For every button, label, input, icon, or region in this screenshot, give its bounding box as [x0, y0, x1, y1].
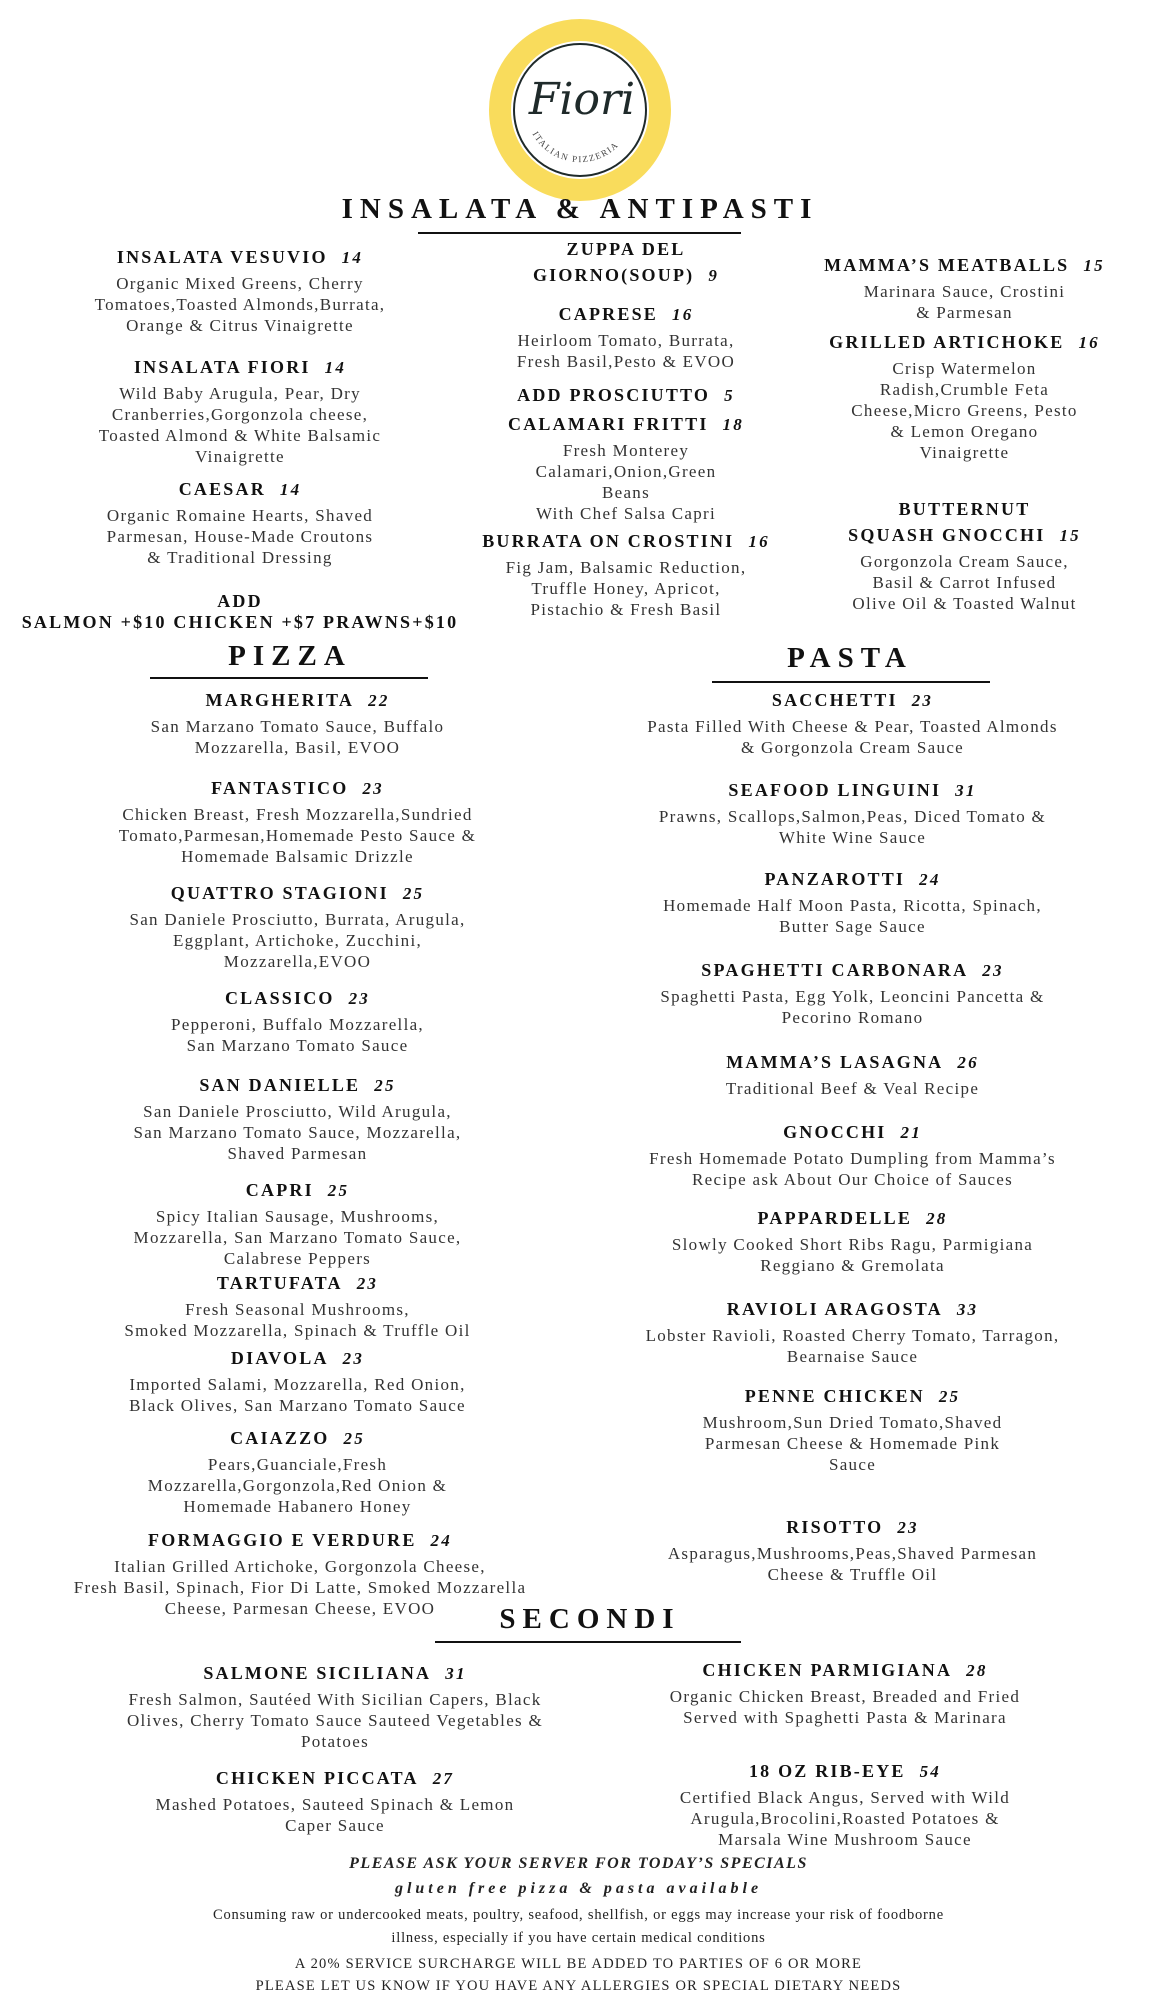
- item-price: 18: [722, 415, 744, 434]
- item-title: [0, 1527, 600, 1554]
- menu-item-seafood-linguini: [570, 777, 1135, 848]
- item-description: Wild Baby Arugula, Pear, Dry Cranberries,Gorgonzola cheese, Toasted Almond & White Balsamic Vinaigrette: [98, 384, 382, 466]
- menu-item-mamma-s-lasagna: [570, 1049, 1135, 1099]
- item-name: SPAGHETTI CARBONARA: [701, 960, 969, 980]
- pizza-divider: [150, 677, 428, 679]
- item-price: 23: [356, 1274, 379, 1293]
- specials-note: PLEASE ASK YOUR SERVER FOR TODAY’S SPECIALS: [349, 1855, 808, 1872]
- svg-text:ITALIAN PIZZERIA: ITALIAN PIZZERIA: [530, 129, 621, 165]
- item-description: Fresh Seasonal Mushrooms, Smoked Mozzarella, Spinach & Truffle Oil: [124, 1300, 471, 1340]
- item-title: [590, 1758, 1100, 1785]
- item-name: FORMAGGIO E VERDURE: [148, 1530, 417, 1550]
- menu-item-grilled-artichoke: [792, 329, 1137, 463]
- item-description: Lobster Ravioli, Roasted Cherry Tomato, Tarragon, Bearnaise Sauce: [645, 1326, 1060, 1366]
- item-title: [570, 1119, 1135, 1146]
- item-name: QUATTRO STAGIONI: [170, 883, 389, 903]
- item-description: Asparagus,Mushrooms,Peas,Shaved Parmesan Cheese & Truffle Oil: [667, 1544, 1038, 1584]
- item-description: San Marzano Tomato Sauce, Buffalo Mozzarella, Basil, EVOO: [150, 717, 445, 757]
- item-title: [590, 1657, 1100, 1684]
- item-price: 15: [1083, 256, 1105, 275]
- item-name: DIAVOLA: [230, 1348, 329, 1368]
- item-description: Spicy Italian Sausage, Mushrooms, Mozzarella, San Marzano Tomato Sauce, Calabrese Peppers: [133, 1207, 462, 1268]
- menu-item-capri: [20, 1177, 575, 1269]
- menu-item-panzarotti: [570, 866, 1135, 937]
- item-description: Certified Black Angus, Served with Wild Arugula,Brocolini,Roasted Potatoes & Marsala Wine Mushroom Sauce: [679, 1788, 1011, 1849]
- item-name: PAPPARDELLE: [757, 1208, 913, 1228]
- item-title: [20, 1270, 575, 1297]
- item-title: [10, 609, 470, 635]
- item-title: [466, 411, 786, 438]
- menu-item-diavola: [20, 1345, 575, 1416]
- item-price: 26: [957, 1053, 979, 1072]
- item-description: Fresh Homemade Potato Dumpling from Mamma’s Recipe ask About Our Choice of Sauces: [649, 1149, 1056, 1189]
- item-description: Heirloom Tomato, Burrata, Fresh Basil,Pesto & EVOO: [516, 331, 736, 371]
- item-price: 21: [900, 1123, 922, 1142]
- item-price: 16: [748, 532, 770, 551]
- item-price: 28: [926, 1209, 948, 1228]
- item-name: RISOTTO: [786, 1517, 884, 1537]
- item-price: 31: [445, 1664, 467, 1683]
- item-name: ADD: [217, 591, 263, 611]
- item-price: 31: [955, 781, 977, 800]
- item-title: [20, 1072, 575, 1099]
- menu-item-margherita: [20, 687, 575, 758]
- item-name: CHICKEN PARMIGIANA: [702, 1660, 953, 1680]
- item-title: [570, 687, 1135, 714]
- menu-item-spaghetti-carbonara: [570, 957, 1135, 1028]
- insalata-heading: INSALATA & ANTIPASTI: [341, 193, 819, 225]
- item-title: [20, 775, 575, 802]
- item-name: FANTASTICO: [211, 778, 349, 798]
- item-name: GNOCCHI: [783, 1122, 887, 1142]
- item-price: 23: [362, 779, 384, 798]
- item-title: [792, 329, 1137, 356]
- item-name: ZUPPA DEL GIORNO(SOUP): [532, 239, 695, 285]
- item-description: Slowly Cooked Short Ribs Ragu, Parmigiana Reggiano & Gremolata: [671, 1235, 1034, 1275]
- item-description: Pasta Filled With Cheese & Pear, Toasted Almonds & Gorgonzola Cream Sauce: [647, 717, 1058, 757]
- item-description: San Daniele Prosciutto, Wild Arugula, San Marzano Tomato Sauce, Mozzarella, Shaved Parmesan: [133, 1102, 462, 1163]
- menu-item-ravioli-aragosta: [570, 1296, 1135, 1367]
- secondi-heading: SECONDI: [499, 1603, 681, 1635]
- item-name: 18 OZ RIB-EYE: [748, 1761, 906, 1781]
- item-name: INSALATA VESUVIO: [116, 247, 328, 267]
- item-price: 25: [327, 1181, 350, 1200]
- item-name: INSALATA FIORI: [133, 357, 311, 377]
- item-title: [20, 244, 460, 271]
- menu-item-chicken-parmigiana: [590, 1657, 1100, 1728]
- item-description: Homemade Half Moon Pasta, Ricotta, Spinach, Butter Sage Sauce: [663, 896, 1042, 936]
- item-name: PENNE CHICKEN: [744, 1386, 925, 1406]
- item-title: [20, 880, 575, 907]
- item-name: MAMMA’S MEATBALLS: [824, 255, 1070, 275]
- menu-item-san-danielle: [20, 1072, 575, 1164]
- item-price: 9: [708, 266, 720, 285]
- menu-item-risotto: [570, 1514, 1135, 1585]
- allergy-note: PLEASE LET US KNOW IF YOU HAVE ANY ALLERGIES OR SPECIAL DIETARY NEEDS: [255, 1978, 902, 1994]
- item-title: [80, 1765, 590, 1792]
- item-description: Spaghetti Pasta, Egg Yolk, Leoncini Pancetta & Pecorino Romano: [660, 987, 1045, 1027]
- item-title: [570, 777, 1135, 804]
- item-title: [570, 1514, 1135, 1541]
- item-name: CHICKEN PICCATA: [215, 1768, 419, 1788]
- menu-item-add-prosciutto: [466, 382, 786, 409]
- item-name: CALAMARI FRITTI: [508, 414, 709, 434]
- menu-item-salmone-siciliana: [80, 1660, 590, 1752]
- item-price: 28: [966, 1661, 988, 1680]
- item-description: Gorgonzola Cream Sauce, Basil & Carrot Infused Olive Oil & Toasted Walnut: [852, 552, 1077, 613]
- item-price: 23: [911, 691, 934, 710]
- item-price: 23: [982, 961, 1004, 980]
- item-title: [80, 1660, 590, 1687]
- item-description: Organic Chicken Breast, Breaded and Fried Served with Spaghetti Pasta & Marinara: [669, 1687, 1021, 1727]
- item-name: CAPRESE: [558, 304, 658, 324]
- item-price: 24: [919, 870, 941, 889]
- item-price: 22: [368, 691, 390, 710]
- item-price: 16: [1078, 333, 1100, 352]
- item-name: SAN DANIELLE: [199, 1075, 361, 1095]
- item-title: [466, 301, 786, 328]
- item-name: BUTTERNUT SQUASH GNOCCHI: [848, 499, 1046, 545]
- item-price: 23: [897, 1518, 919, 1537]
- item-name: BURRATA ON CROSTINI: [482, 531, 735, 551]
- svg-text:Fiori: Fiori: [528, 74, 636, 125]
- menu-item-quattro-stagioni: [20, 880, 575, 972]
- item-description: Pears,Guanciale,Fresh Mozzarella,Gorgonzola,Red Onion & Homemade Habanero Honey: [147, 1455, 448, 1516]
- menu-item-insalata-fiori: [20, 354, 460, 467]
- item-description: Marinara Sauce, Crostini & Parmesan: [863, 282, 1066, 322]
- item-description: Fig Jam, Balsamic Reduction, Truffle Honey, Apricot, Pistachio & Fresh Basil: [505, 558, 747, 619]
- menu-item-salmon-10-chicken-7-prawns-10: [10, 609, 470, 635]
- food-warning-line-2: illness, especially if you have certain medical conditions: [391, 1930, 766, 1946]
- item-title: [20, 1345, 575, 1372]
- item-description: Chicken Breast, Fresh Mozzarella,Sundried Tomato,Parmesan,Homemade Pesto Sauce & Homemade Balsamic Drizzle: [118, 805, 477, 866]
- menu-item-18-oz-rib-eye: [590, 1758, 1100, 1850]
- menu-item-fantastico: [20, 775, 575, 867]
- item-description: Prawns, Scallops,Salmon,Peas, Diced Tomato & White Wine Sauce: [658, 807, 1047, 847]
- item-name: CAIAZZO: [230, 1428, 330, 1448]
- menu-item-formaggio-e-verdure: [0, 1527, 600, 1619]
- menu-item-butternut-squash-gnocchi: [792, 496, 1137, 614]
- item-price: 25: [374, 1076, 396, 1095]
- item-price: 5: [724, 386, 735, 405]
- menu-item-mamma-s-meatballs: [792, 252, 1137, 323]
- item-name: MAMMA’S LASAGNA: [726, 1052, 944, 1072]
- pasta-heading: PASTA: [787, 642, 913, 674]
- menu-item-caesar: [20, 476, 460, 568]
- item-description: Organic Mixed Greens, Cherry Tomatoes,Toasted Almonds,Burrata, Orange & Citrus Vinaigrette: [94, 274, 386, 335]
- item-description: Fresh Monterey Calamari,Onion,Green Beans With Chef Salsa Capri: [535, 441, 717, 523]
- item-description: Crisp Watermelon Radish,Crumble Feta Cheese,Micro Greens, Pesto & Lemon Oregano Vinaigrette: [851, 359, 1078, 462]
- item-description: Italian Grilled Artichoke, Gorgonzola Cheese, Fresh Basil, Spinach, Fior Di Latte, Smoked Mozzarella Cheese, Parmesan Cheese, EVOO: [73, 1557, 527, 1618]
- item-price: 14: [279, 480, 302, 499]
- item-description: Mushroom,Sun Dried Tomato,Shaved Parmesan Cheese & Homemade Pink Sauce: [702, 1413, 1003, 1474]
- item-price: 25: [343, 1429, 365, 1448]
- item-description: San Daniele Prosciutto, Burrata, Arugula, Eggplant, Artichoke, Zucchini, Mozzarella,EVOO: [129, 910, 466, 971]
- item-price: 16: [672, 305, 694, 324]
- item-price: 23: [348, 989, 371, 1008]
- item-name: CAESAR: [178, 479, 266, 499]
- item-name: GRILLED ARTICHOKE: [829, 332, 1065, 352]
- item-name: RAVIOLI ARAGOSTA: [726, 1299, 943, 1319]
- pasta-divider: [712, 681, 990, 683]
- item-title: [20, 985, 575, 1012]
- secondi-divider: [435, 1641, 741, 1643]
- item-description: Imported Salami, Mozzarella, Red Onion, Black Olives, San Marzano Tomato Sauce: [129, 1375, 466, 1415]
- item-description: Mashed Potatoes, Sauteed Spinach & Lemon Caper Sauce: [155, 1795, 515, 1835]
- menu-item-caiazzo: [20, 1425, 575, 1517]
- item-price: 54: [919, 1762, 942, 1781]
- item-title: [20, 354, 460, 381]
- item-title: [570, 1049, 1135, 1076]
- item-name: SALMON +$10 CHICKEN +$7 PRAWNS+$10: [21, 612, 459, 632]
- item-price: 14: [324, 358, 347, 377]
- menu-item-tartufata: [20, 1270, 575, 1341]
- menu-item-gnocchi: [570, 1119, 1135, 1190]
- item-title: [570, 866, 1135, 893]
- item-title: [20, 1177, 575, 1204]
- item-name: SACCHETTI: [771, 690, 898, 710]
- menu-item-zuppa-del-giorno-soup: [466, 236, 786, 289]
- item-price: 25: [402, 884, 425, 903]
- item-name: ADD PROSCIUTTO: [517, 385, 711, 405]
- menu-item-burrata-on-crostini: [460, 528, 792, 620]
- menu-item-calamari-fritti: [466, 411, 786, 524]
- item-name: TARTUFATA: [216, 1273, 343, 1293]
- item-title: [20, 476, 460, 503]
- pizza-heading: PIZZA: [228, 640, 352, 672]
- menu-item-penne-chicken: [570, 1383, 1135, 1475]
- gluten-free-note: gluten free pizza & pasta available: [394, 1880, 763, 1897]
- item-title: [570, 1383, 1135, 1410]
- item-title: [570, 957, 1135, 984]
- item-price: 14: [341, 248, 364, 267]
- item-title: [460, 528, 792, 555]
- item-name: PANZAROTTI: [764, 869, 906, 889]
- item-description: Pepperoni, Buffalo Mozzarella, San Marzano Tomato Sauce: [170, 1015, 424, 1055]
- item-title: [570, 1296, 1135, 1323]
- item-title: [466, 236, 786, 289]
- item-price: 25: [938, 1387, 961, 1406]
- item-name: MARGHERITA: [205, 690, 355, 710]
- item-description: Fresh Salmon, Sautéed With Sicilian Capers, Black Olives, Cherry Tomato Sauce Sauteed Vegetables & Potatoes: [126, 1690, 544, 1751]
- menu-item-caprese: [466, 301, 786, 372]
- menu-item-insalata-vesuvio: [20, 244, 460, 336]
- item-title: [20, 1425, 575, 1452]
- item-description: Traditional Beef & Veal Recipe: [725, 1079, 980, 1098]
- insalata-divider: [418, 232, 741, 234]
- item-description: Organic Romaine Hearts, Shaved Parmesan, House-Made Croutons & Traditional Dressing: [106, 506, 374, 567]
- item-price: 24: [430, 1531, 452, 1550]
- item-title: [792, 496, 1137, 549]
- fiori-logo: [488, 18, 672, 202]
- item-title: [466, 382, 786, 409]
- item-title: [792, 252, 1137, 279]
- item-name: CLASSICO: [224, 988, 335, 1008]
- item-price: 15: [1059, 526, 1081, 545]
- menu-item-pappardelle: [570, 1205, 1135, 1276]
- menu-item-chicken-piccata: [80, 1765, 590, 1836]
- item-name: SEAFOOD LINGUINI: [728, 780, 942, 800]
- item-price: 33: [956, 1300, 979, 1319]
- food-warning-line-1: Consuming raw or undercooked meats, poultry, seafood, shellfish, or eggs may increase your risk of foodborne: [213, 1907, 944, 1923]
- item-title: [570, 1205, 1135, 1232]
- surcharge-note: A 20% SERVICE SURCHARGE WILL BE ADDED TO PARTIES OF 6 OR MORE: [294, 1956, 863, 1972]
- menu-item-sacchetti: [570, 687, 1135, 758]
- item-name: SALMONE SICILIANA: [203, 1663, 432, 1683]
- item-name: CAPRI: [245, 1180, 314, 1200]
- menu-item-classico: [20, 985, 575, 1056]
- item-price: 23: [342, 1349, 365, 1368]
- item-price: 27: [432, 1769, 455, 1788]
- item-title: [20, 687, 575, 714]
